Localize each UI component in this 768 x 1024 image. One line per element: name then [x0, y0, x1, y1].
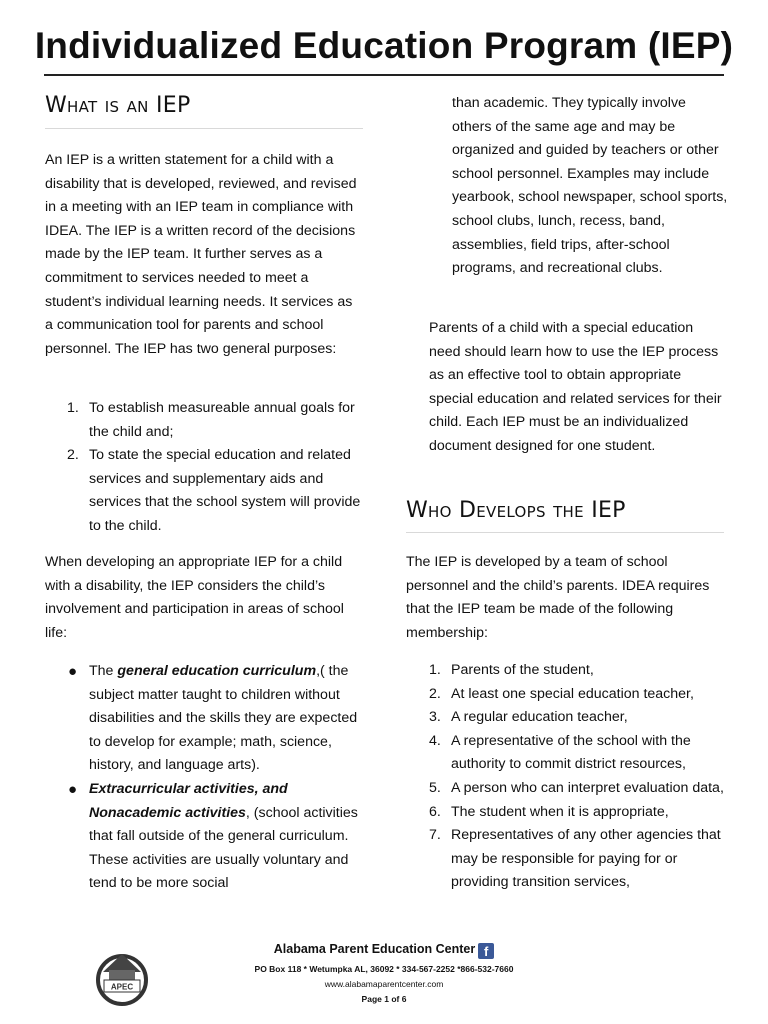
what-is-iep-heading: What is an IEP	[45, 93, 191, 118]
team-intro-paragraph: The IEP is developed by a team of school personnel and the child’s parents. IDEA requires that the IEP team be made of the following membership:	[406, 554, 710, 641]
footer-website-link[interactable]: www.alabamaparentcenter.com	[324, 979, 444, 989]
list-item: 1. To establish measureable annual goals for the child and;	[67, 400, 355, 440]
list-item: 6. The student when it is appropriate,	[429, 803, 669, 820]
page-number: Page 1 of 6	[361, 994, 407, 1004]
list-item: 3. A regular education teacher,	[429, 709, 628, 726]
footer-address: PO Box 118 * Wetumpka AL, 36092 * 334-567-2252 *866-532-7660	[254, 964, 514, 974]
list-item: 2. To state the special education and related services and supplementary aids and services that the school system will provide to the child.	[67, 447, 361, 534]
list-item: ● The general education curriculum,( the subject matter taught to children without disabilities and the skills they are expected to develop for example; math, science, history, and language arts).	[67, 660, 367, 778]
heading-rule	[45, 128, 363, 129]
logo-text: APEC	[110, 982, 134, 992]
footer-org: Alabama Parent Education Center f	[220, 942, 548, 959]
list-item: 7. Representatives of any other agencies that may be responsible for paying for or providing transition services,	[429, 827, 721, 891]
continuation-paragraph: than academic. They typically involve others of the same age and may be organized and guided by teachers or other school personnel. Examples may include yearbook, school newspaper, school sports, school clubs, lunch, recess, band, assemblies, field trips, after-school programs, and recreational clubs.	[452, 95, 728, 277]
list-item: 4. A representative of the school with the authority to commit district resources,	[429, 732, 691, 773]
bullet-icon: ●	[68, 780, 78, 798]
iep-intro-paragraph: An IEP is a written statement for a child with a disability that is developed, reviewed, and revised in a meeting with an IEP team in compliance with IDEA. The IEP is a written record of the decisions made by the IEP team. It further serves as a commitment to services needed to meet a student’s individual learning needs. It services as a communication tool for parents and school personnel. The IEP has two general purposes:	[45, 152, 357, 357]
apec-logo	[89, 942, 155, 1008]
list-item: ● Extracurricular activities, and Nonacademic activities, (school activities that fall outside of the general curriculum. These activities are usually voluntary and tend to be more social	[67, 778, 367, 896]
areas-list	[67, 660, 367, 896]
considers-paragraph: When developing an appropriate IEP for a child with a disability, the IEP considers the child’s involvement and participation in areas of school life:	[45, 554, 344, 641]
who-develops-heading: Who Develops the IEP	[406, 498, 626, 523]
title-divider	[44, 74, 724, 76]
bullet-icon: ●	[68, 663, 78, 680]
list-item: 1. Parents of the student,	[429, 662, 594, 678]
purposes-list	[67, 397, 367, 539]
team-members-list	[429, 659, 725, 895]
list-item: 2. At least one special education teacher,	[429, 685, 694, 702]
facebook-icon[interactable]: f	[478, 943, 494, 959]
list-item: 5. A person who can interpret evaluation data,	[429, 779, 724, 796]
page-title: Individualized Education Program (IEP)	[34, 25, 734, 66]
heading-rule	[406, 532, 724, 533]
parents-paragraph: Parents of a child with a special education need should learn how to use the IEP process as an effective tool to obtain appropriate special education and related services for their child. Each IEP must be an individualized document designed for one student.	[429, 320, 722, 454]
